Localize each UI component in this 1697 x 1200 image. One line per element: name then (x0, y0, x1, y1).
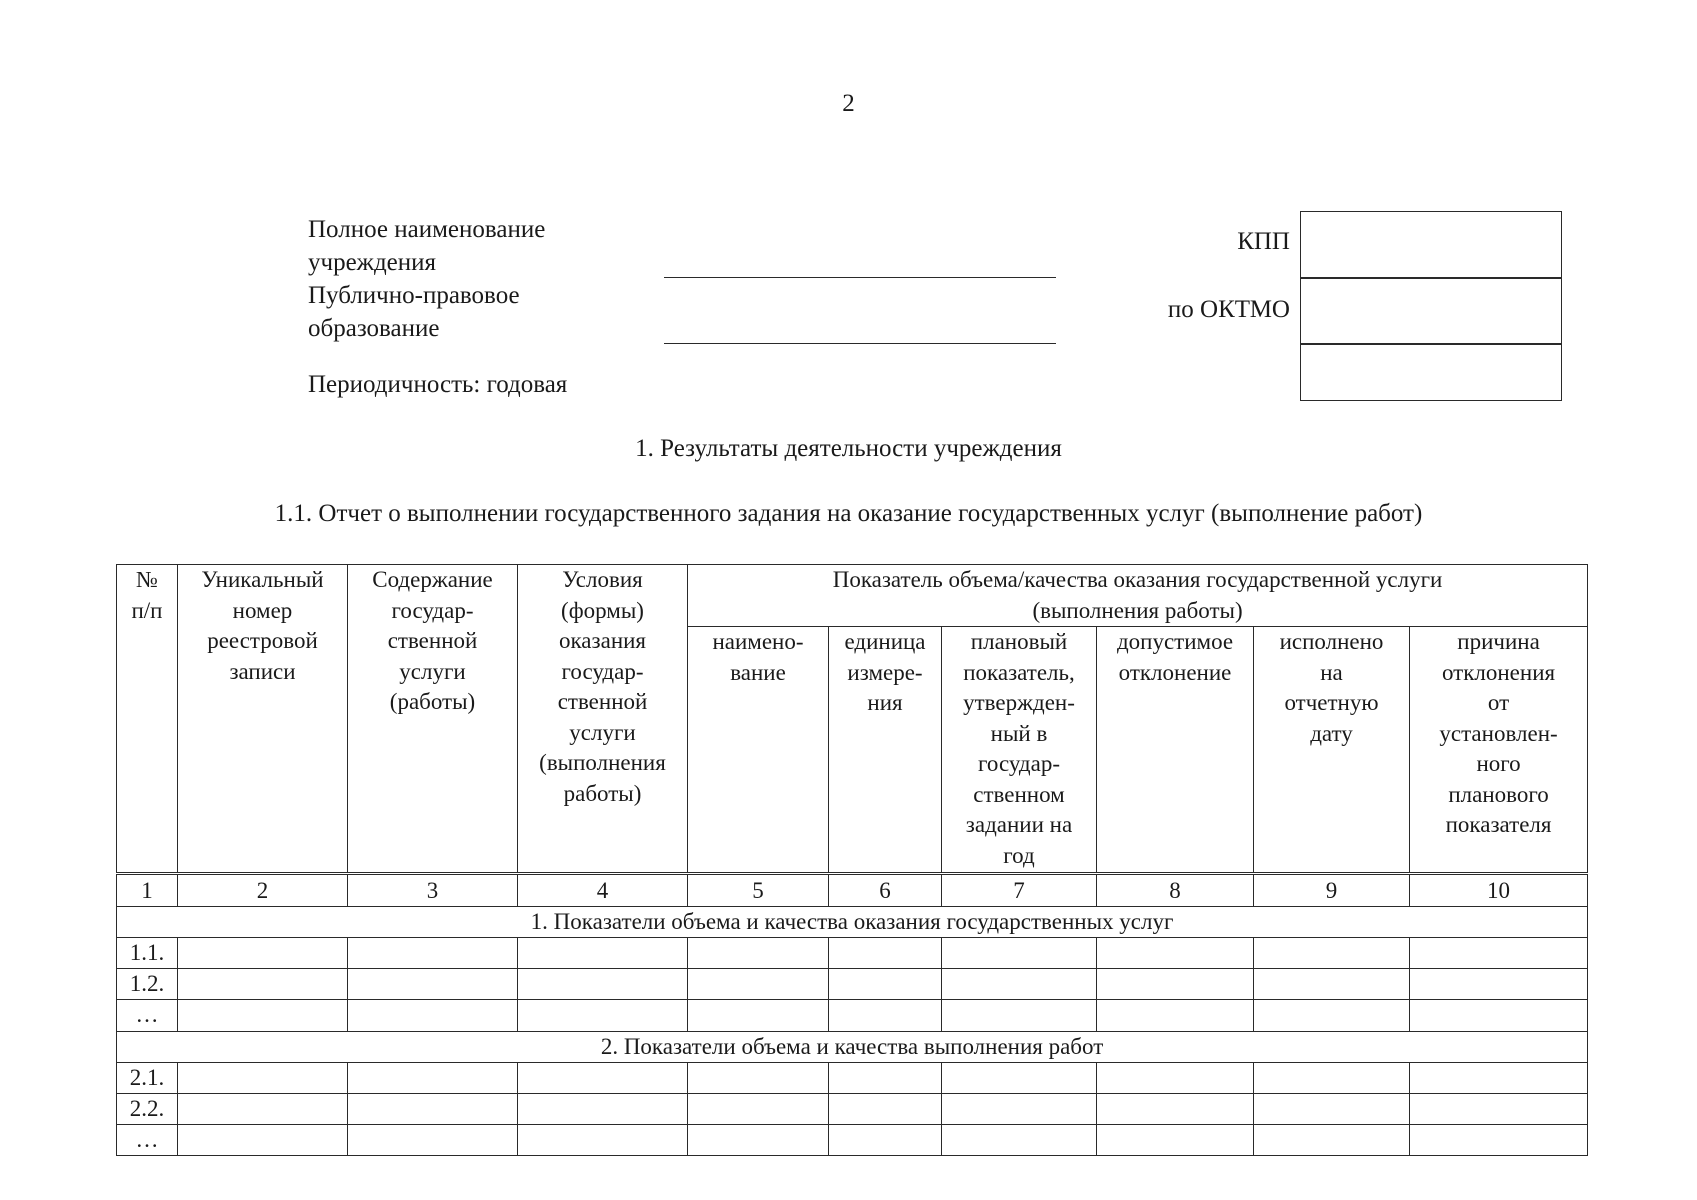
col-header-content: Содержание государ- ственной услуги (работы) (348, 565, 518, 874)
kpp-label: КПП (1237, 228, 1290, 255)
column-number-row (117, 874, 1588, 907)
table-cell[interactable] (829, 938, 942, 969)
table-cell[interactable] (178, 1093, 348, 1124)
col-header-conditions: Условия (формы) оказания государ- ственной услуги (выполнения работы) (518, 565, 688, 874)
table-cell[interactable] (178, 1000, 348, 1031)
section-title: 1. Результаты деятельности учреждения (635, 435, 1062, 462)
table-cell[interactable] (348, 1062, 518, 1093)
periodicity-label: Периодичность: годовая (308, 371, 568, 398)
oktmo-code-cell[interactable] (1300, 277, 1562, 345)
table-cell[interactable] (1410, 938, 1588, 969)
kpp-code-cell[interactable] (1300, 211, 1562, 279)
table-cell[interactable] (829, 1124, 942, 1155)
table-cell[interactable] (518, 1093, 688, 1124)
public-entity-label-line1: Публично-правовое (308, 282, 520, 309)
full-name-field-line[interactable] (664, 277, 1056, 278)
table-cell[interactable] (1410, 1124, 1588, 1155)
table-cell[interactable] (1097, 1124, 1254, 1155)
table-cell[interactable] (1410, 969, 1588, 1000)
public-entity-label-line2: образование (308, 315, 440, 342)
table-cell[interactable] (829, 1000, 942, 1031)
table-cell[interactable] (348, 969, 518, 1000)
table-cell[interactable] (942, 1062, 1097, 1093)
table-cell[interactable] (688, 1124, 829, 1155)
table-row (117, 938, 1588, 969)
table-row (117, 1000, 1588, 1031)
section2-row (117, 1031, 1588, 1062)
column-number: 9 (1254, 874, 1410, 907)
table-cell[interactable] (688, 938, 829, 969)
row-number: 1.2. (117, 969, 178, 1000)
table-cell[interactable] (1254, 1062, 1410, 1093)
table-cell[interactable] (348, 1124, 518, 1155)
table-cell[interactable] (942, 1124, 1097, 1155)
col-header-unit: единица измере- ния (829, 627, 942, 874)
col-header-reason: причина отклонения от установлен- ного планового показателя (1410, 627, 1588, 874)
table-cell[interactable] (1097, 1000, 1254, 1031)
table-cell[interactable] (178, 938, 348, 969)
table-cell[interactable] (829, 1093, 942, 1124)
row-number: 1.1. (117, 938, 178, 969)
table-cell[interactable] (518, 969, 688, 1000)
column-number: 1 (117, 874, 178, 907)
table-cell[interactable] (829, 969, 942, 1000)
subsection-title: 1.1. Отчет о выполнении государственного задания на оказание государственных услуг (выполнение работ) (274, 500, 1423, 527)
column-number: 3 (348, 874, 518, 907)
full-name-label-line2: учреждения (308, 249, 437, 276)
table-cell[interactable] (1254, 1124, 1410, 1155)
table-cell[interactable] (1410, 1093, 1588, 1124)
section1-row (117, 907, 1588, 938)
column-number: 6 (829, 874, 942, 907)
table-cell[interactable] (178, 969, 348, 1000)
row-number: 2.1. (117, 1062, 178, 1093)
page-number: 2 (842, 90, 855, 117)
table-cell[interactable] (518, 938, 688, 969)
table-cell[interactable] (942, 1000, 1097, 1031)
header-row-top (117, 565, 1588, 627)
table-cell[interactable] (1410, 1062, 1588, 1093)
col-header-done: исполнено на отчетную дату (1254, 627, 1410, 874)
table-cell[interactable] (1097, 938, 1254, 969)
empty-code-cell[interactable] (1300, 343, 1562, 401)
col-header-deviation: допустимое отклонение (1097, 627, 1254, 874)
column-number: 8 (1097, 874, 1254, 907)
table-cell[interactable] (942, 1093, 1097, 1124)
table-cell[interactable] (1254, 969, 1410, 1000)
table-cell[interactable] (178, 1062, 348, 1093)
table-cell[interactable] (688, 1062, 829, 1093)
table-row (117, 1124, 1588, 1155)
column-number: 2 (178, 874, 348, 907)
table-cell[interactable] (518, 1062, 688, 1093)
oktmo-label: по ОКТМО (1167, 296, 1290, 323)
table-cell[interactable] (1410, 1000, 1588, 1031)
column-number: 7 (942, 874, 1097, 907)
col-header-no: № п/п (117, 565, 178, 874)
table-cell[interactable] (1097, 969, 1254, 1000)
table-cell[interactable] (1097, 1062, 1254, 1093)
section1-title: 1. Показатели объема и качества оказания государственных услуг (117, 907, 1588, 938)
table-cell[interactable] (178, 1124, 348, 1155)
column-number: 5 (688, 874, 829, 907)
table-row (117, 1062, 1588, 1093)
table-cell[interactable] (348, 1000, 518, 1031)
table-cell[interactable] (1097, 1093, 1254, 1124)
col-header-name: наимено- вание (688, 627, 829, 874)
group-header-indicator: Показатель объема/качества оказания государственной услуги (выполнения работы) (688, 565, 1588, 627)
row-number: … (117, 1124, 178, 1155)
table-cell[interactable] (1254, 1093, 1410, 1124)
col-header-plan: плановый показатель, утвержден- ный в государ- ственном задании на год (942, 627, 1097, 874)
table-cell[interactable] (1254, 938, 1410, 969)
table-cell[interactable] (688, 1000, 829, 1031)
col-header-registry: Уникальный номер реестровой записи (178, 565, 348, 874)
report-table (116, 564, 1588, 1156)
table-cell[interactable] (942, 969, 1097, 1000)
public-entity-field-line[interactable] (664, 343, 1056, 344)
table-cell[interactable] (518, 1000, 688, 1031)
table-cell[interactable] (688, 969, 829, 1000)
table-cell[interactable] (348, 1093, 518, 1124)
section2-title: 2. Показатели объема и качества выполнения работ (117, 1031, 1588, 1062)
table-row (117, 1093, 1588, 1124)
table-cell[interactable] (829, 1062, 942, 1093)
full-name-label-line1: Полное наименование (308, 216, 546, 243)
table-cell[interactable] (348, 938, 518, 969)
table-cell[interactable] (688, 1093, 829, 1124)
table-cell[interactable] (518, 1124, 688, 1155)
table-cell[interactable] (942, 938, 1097, 969)
table-row (117, 969, 1588, 1000)
table-cell[interactable] (1254, 1000, 1410, 1031)
column-number: 10 (1410, 874, 1588, 907)
row-number: … (117, 1000, 178, 1031)
row-number: 2.2. (117, 1093, 178, 1124)
column-number: 4 (518, 874, 688, 907)
